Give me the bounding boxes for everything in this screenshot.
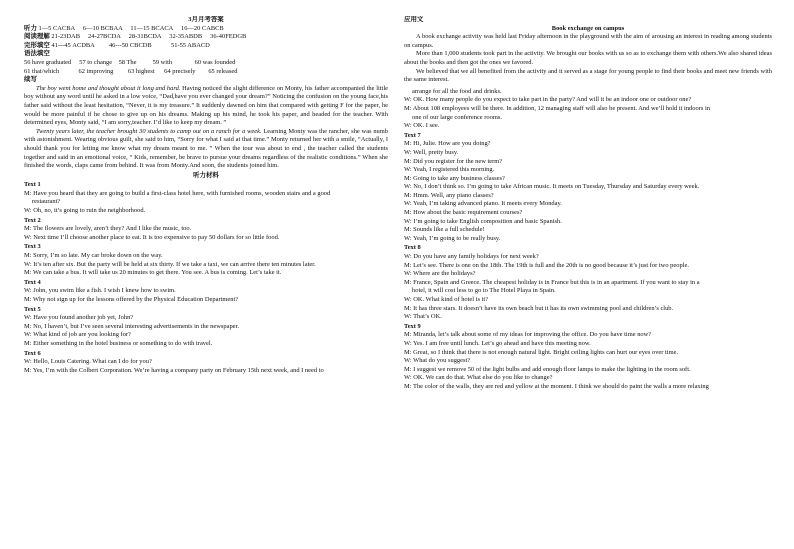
grammar-row: 56 have graduated 57 to change 58 The 59 with 60 was founded bbox=[24, 58, 236, 66]
transcript-line: hotel, it will cost less to go to The Hotel Playa in Spain. bbox=[412, 287, 556, 295]
essay-paragraph: More than 1,000 students took part in the activity. We brought our books with us so as to exchange them with others.We also shared ideas about the books and then got the ones we favored. bbox=[404, 50, 772, 66]
listening-transcripts-right bbox=[404, 132, 772, 392]
transcript-line: M: Sorry, I’m so late. My car broke down on the way. bbox=[24, 252, 163, 260]
transcript-line: W: It’s ten after six. But the party will be held at six thirty. If we take a taxi, we can arrive there ten minutes later. bbox=[24, 260, 316, 268]
essay-title: Book exchange on campus bbox=[551, 24, 625, 32]
transcript-line: W: Yeah, I’m taking advanced piano. It meets every Monday. bbox=[404, 200, 562, 208]
transcript-line: M: Why not sign up for the lessons offered by the Physical Education Department? bbox=[24, 296, 239, 303]
answer-list bbox=[24, 25, 388, 51]
essay-body bbox=[404, 33, 772, 85]
transcript-line: M: Sounds like a full schedule! bbox=[404, 226, 485, 234]
transcript-line: W: Next time I’ll choose another place to eat. It is too expensive to pay 50 dollars for so little food. bbox=[24, 233, 280, 241]
transcript-line: M: Yes, I’m with the Colbert Corporation. We’re having a company party on February 15th next week, and I need to bbox=[24, 366, 324, 374]
answer-row bbox=[24, 33, 388, 42]
transcript-line: W: Oh, no, it’s going to ruin the neighborhood. bbox=[24, 207, 146, 215]
paragraph-1-body: Having noticed the slight difference on Monty, his father accompanied the little boy without any word until he asked in a low voice, “Dad,have you ever changed your dream?” Noticing the confusion on the young face,his father said without the least hesitation, “Never, it is my treasure.” It suddenly dawned on him that compared with getting F for the paper, he would be more painful if he chose to give up on his dreams. Making up his mind, he took his paper, and headed for the teacher. With determined eyes, Monty said, “I am sorry,teacher. I’d like to keep my dream. ” bbox=[24, 84, 388, 127]
text-6-continued bbox=[404, 88, 772, 131]
transcript-line: W: Hello, Louis Catering. What can I do for you? bbox=[24, 358, 152, 366]
transcript-title: Text 2 bbox=[24, 216, 41, 224]
transcript-line: M: It has three stars. It doesn’t have its own beach but it has its own swimming pool and children’s club. bbox=[404, 304, 674, 312]
essay-paragraph: A book exchange activity was held last Friday afternoon in the playground with the aim of arousing an interest in reading among students on campus. bbox=[404, 33, 772, 49]
transcript-line: W: That’s OK. bbox=[404, 313, 442, 321]
paragraph-2-body: Learning Monty was the rancher, she was numb with astonishment. Wearing obvious guilt, she said to him, “Sorry for what I said at that time.” Monty returned her with a smile, “Actually, I should thank you for letting me know what my dream meant to me. ” When the tour was about to end , the teacher called the students together and said in an emotional voice, “ Kids, remember, be brave to pursue your dreams regardless of the realistic conditions.” When she finished the words, claps came from behind. It was from Monty.And soon, the students joined him. bbox=[24, 127, 388, 170]
transcript-line: W: OK. What kind of hotel is it? bbox=[404, 296, 489, 303]
transcript-line: M: Either something in the hotel business or something to do with travel. bbox=[24, 339, 213, 347]
answer-values: 41---45 ACDBA 46---50 CBCDB 51-55 ABACD bbox=[49, 41, 210, 49]
transcript-line: restaurant? bbox=[32, 198, 61, 206]
transcript-line: M: Let’s see. There is one on the 18th. The 19th is full and the 20th is no good because it’s just for two people. bbox=[404, 261, 689, 269]
transcript-line: W: Do you have any family holidays for next week? bbox=[404, 253, 539, 261]
answer-label: 完形填空 bbox=[24, 41, 50, 49]
transcript-line: one of our large conference rooms. bbox=[412, 113, 502, 121]
grammar-row: 61 that/which 62 improving 63 highest 64 precisely 65 released bbox=[24, 67, 238, 75]
writing-paragraph-2 bbox=[24, 128, 388, 171]
transcript-line: M: I suggest we remove 50 of the light bulbs and add enough floor lamps to make the lighting in the room soft. bbox=[404, 365, 691, 373]
listening-heading: 听力材料 bbox=[193, 171, 219, 179]
transcript-line: W: Yeah, I registered this morning. bbox=[404, 166, 495, 174]
transcript-title: Text 4 bbox=[24, 278, 41, 286]
answer-row bbox=[24, 42, 388, 51]
transcript-line: W: I’m going to take English composition and basic Spanish. bbox=[404, 217, 562, 225]
answer-label: 听力 bbox=[24, 24, 37, 32]
writing-heading: 续写 bbox=[24, 76, 37, 84]
listening-transcripts-left bbox=[24, 181, 388, 375]
transcript-title: Text 1 bbox=[24, 181, 41, 189]
transcript-title: Text 3 bbox=[24, 243, 41, 251]
paragraph-2-opening: Twenty years later, the teacher brought 30 students to camp out on a ranch for a week. bbox=[36, 127, 262, 135]
transcript-line: M: No, I haven’t, but I’ve seen several interesting advertisements in the newspaper. bbox=[24, 322, 239, 330]
grammar-answers bbox=[24, 59, 388, 76]
answer-label: 阅读理解 bbox=[24, 33, 50, 41]
right-column bbox=[404, 16, 772, 546]
answer-row bbox=[24, 25, 388, 34]
transcript-line: M: Great, so I think that there is not enough natural light. Bright ceiling lights can hurt our eyes over time. bbox=[404, 348, 679, 356]
answer-key-title: 3月月考答案 bbox=[188, 16, 224, 23]
transcript-title: Text 9 bbox=[404, 322, 421, 330]
answer-values: 1—5 CACBA 6—10 BCBAA 11—15 BCACA 16—20 CABCB bbox=[36, 24, 224, 32]
transcript-line: W: Where are the holidays? bbox=[404, 270, 476, 278]
essay-paragraph: We believed that we all benefited from the activity and it served as a stage for young people to find their books and meet new friends with the same interest. bbox=[404, 67, 772, 84]
transcript-line: W: Yeah, I’m going to be really busy. bbox=[404, 234, 501, 242]
transcript-line: W: Yes. I am free until lunch. Let’s go ahead and have this meeting now. bbox=[404, 339, 591, 347]
transcript-line: arrange for all the food and drinks. bbox=[412, 87, 502, 95]
transcript-line: M: Miranda, let’s talk about some of my ideas for improving the office. Do you have time now? bbox=[404, 331, 652, 339]
transcript-line: W: Well, pretty busy. bbox=[404, 148, 459, 156]
transcript-title: Text 6 bbox=[24, 349, 41, 357]
paragraph-1-opening: The boy went home and thought about it long and hard. bbox=[36, 84, 181, 92]
transcript-title: Text 5 bbox=[24, 305, 41, 313]
transcript-line: W: OK. We can do that. What else do you like to change? bbox=[404, 374, 553, 382]
transcript-line: W: What do you suggest? bbox=[404, 357, 471, 365]
transcript-line: W: No, I don’t think so. I’m going to take African music. It meets on Tuesday, Thursday and Saturday every week. bbox=[404, 183, 700, 191]
transcript-line: M: Have you heard that they are going to build a first-class hotel here, with furnished rooms, wooden stairs and a good bbox=[24, 189, 331, 197]
transcript-line: W: What kind of job are you looking for? bbox=[24, 331, 131, 339]
transcript-line: W: Have you found another job yet, John? bbox=[24, 314, 134, 322]
transcript-line: M: France, Spain and Greece. The cheapest holiday is in France but this is in an apartment. If you want to stay in a bbox=[404, 278, 700, 286]
transcript-line: W: OK. I see. bbox=[404, 122, 440, 130]
transcript-line: M: The color of the walls, they are red and yellow at the moment. I think we should do paint the walls a more relaxing bbox=[404, 382, 709, 390]
left-column bbox=[24, 16, 388, 546]
writing-paragraph-1 bbox=[24, 85, 388, 128]
practical-writing-heading: 应用文 bbox=[404, 16, 424, 23]
transcript-line: W: OK. How many people do you expect to take part in the party? And will it be an indoor one or outdoor one? bbox=[404, 96, 692, 104]
grammar-heading: 语法填空 bbox=[24, 50, 50, 58]
transcript-line: M: Hi, Julie. How are you doing? bbox=[404, 140, 491, 148]
transcript-line: M: How about the basic requirement courses? bbox=[404, 209, 523, 217]
transcript-line: M: Did you register for the new term? bbox=[404, 157, 503, 165]
transcript-title: Text 8 bbox=[404, 244, 421, 252]
transcript-line: M: Going to take any business classes? bbox=[404, 174, 505, 182]
transcript-line: W: John, you swim like a fish. I wish I knew how to swim. bbox=[24, 287, 176, 295]
transcript-line: M: About 108 employees will be there. In addition, 12 managing staff will also be present. And we’ll hold it indoors in bbox=[404, 104, 710, 112]
transcript-title: Text 7 bbox=[404, 131, 421, 139]
transcript-line: M: The flowers are lovely, aren’t they? And I like the music, too. bbox=[24, 225, 192, 233]
transcript-line: M: Hmm. Well, any piano classes? bbox=[404, 191, 494, 199]
transcript-line: M: We can take a bus. It will take us 20 minutes to get there. You see. A bus is coming. Let’s take it. bbox=[24, 269, 282, 277]
answer-values: 21-23DAB 24-27BCDA 28-31BCDA 32-35ABDB 36-40FEDGB bbox=[49, 33, 247, 41]
